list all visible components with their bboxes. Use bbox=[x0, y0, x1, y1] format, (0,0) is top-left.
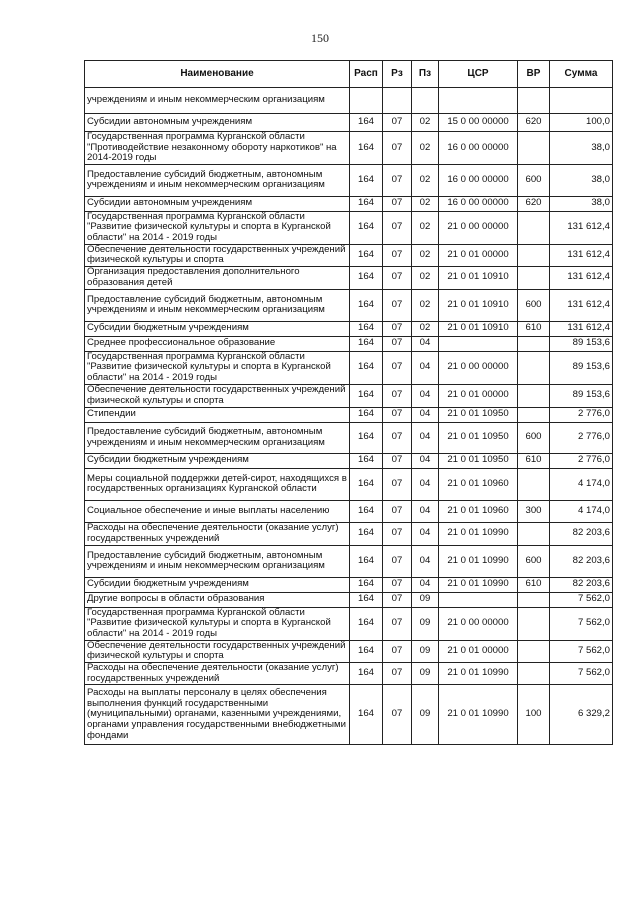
cell-rz bbox=[383, 88, 412, 114]
cell-sum: 38,0 bbox=[550, 164, 613, 196]
cell-name: Обеспечение деятельности государственных учреждений физической культуры и спорта bbox=[85, 640, 350, 662]
cell-vr: 610 bbox=[518, 577, 550, 592]
cell-rz: 07 bbox=[383, 577, 412, 592]
cell-vr bbox=[518, 607, 550, 640]
cell-vr bbox=[518, 244, 550, 266]
header-rasp: Расп bbox=[350, 61, 383, 88]
cell-sum: 131 612,4 bbox=[550, 266, 613, 289]
cell-pz bbox=[412, 88, 439, 114]
table-row bbox=[85, 577, 613, 592]
table-row bbox=[85, 468, 613, 500]
cell-pz: 02 bbox=[412, 244, 439, 266]
cell-rz: 07 bbox=[383, 114, 412, 132]
cell-csr: 21 0 01 10990 bbox=[439, 577, 518, 592]
table-row bbox=[85, 196, 613, 211]
header-pz: Пз bbox=[412, 61, 439, 88]
cell-pz: 04 bbox=[412, 407, 439, 422]
cell-name: Субсидии автономным учреждениям bbox=[85, 114, 350, 132]
cell-vr bbox=[518, 522, 550, 545]
cell-rz: 07 bbox=[383, 384, 412, 407]
cell-rasp: 164 bbox=[350, 662, 383, 684]
cell-sum: 6 329,2 bbox=[550, 685, 613, 745]
table-row bbox=[85, 289, 613, 321]
cell-name: Субсидии автономным учреждениям bbox=[85, 196, 350, 211]
cell-rz: 07 bbox=[383, 289, 412, 321]
cell-pz: 04 bbox=[412, 522, 439, 545]
cell-name: Обеспечение деятельности государственных учреждений физической культуры и спорта bbox=[85, 244, 350, 266]
cell-rasp: 164 bbox=[350, 607, 383, 640]
cell-sum: 2 776,0 bbox=[550, 407, 613, 422]
cell-pz: 09 bbox=[412, 662, 439, 684]
header-sum: Сумма bbox=[550, 61, 613, 88]
cell-rasp: 164 bbox=[350, 351, 383, 384]
cell-rz: 07 bbox=[383, 407, 412, 422]
cell-rz: 07 bbox=[383, 351, 412, 384]
cell-vr bbox=[518, 88, 550, 114]
table-row bbox=[85, 384, 613, 407]
cell-pz: 02 bbox=[412, 114, 439, 132]
cell-vr bbox=[518, 384, 550, 407]
cell-csr: 21 0 00 00000 bbox=[439, 211, 518, 244]
cell-pz: 04 bbox=[412, 468, 439, 500]
table-body bbox=[85, 88, 613, 745]
cell-sum: 89 153,6 bbox=[550, 384, 613, 407]
cell-sum: 82 203,6 bbox=[550, 577, 613, 592]
cell-vr: 600 bbox=[518, 164, 550, 196]
table-row bbox=[85, 321, 613, 336]
cell-rasp: 164 bbox=[350, 132, 383, 165]
cell-name: Субсидии бюджетным учреждениям bbox=[85, 577, 350, 592]
cell-rz: 07 bbox=[383, 607, 412, 640]
cell-pz: 04 bbox=[412, 336, 439, 351]
cell-pz: 09 bbox=[412, 640, 439, 662]
cell-csr: 21 0 01 00000 bbox=[439, 244, 518, 266]
cell-vr bbox=[518, 132, 550, 165]
cell-name: Субсидии бюджетным учреждениям bbox=[85, 321, 350, 336]
cell-vr bbox=[518, 351, 550, 384]
cell-pz: 09 bbox=[412, 685, 439, 745]
cell-vr: 300 bbox=[518, 500, 550, 522]
cell-sum: 89 153,6 bbox=[550, 336, 613, 351]
cell-rz: 07 bbox=[383, 468, 412, 500]
cell-csr: 21 0 01 10910 bbox=[439, 321, 518, 336]
cell-pz: 02 bbox=[412, 164, 439, 196]
cell-name: Государственная программа Курганской области "Развитие физической культуры и спорта в Курганской области" на 2014 - 2019 годы bbox=[85, 351, 350, 384]
cell-pz: 02 bbox=[412, 211, 439, 244]
cell-rz: 07 bbox=[383, 522, 412, 545]
cell-rz: 07 bbox=[383, 662, 412, 684]
cell-sum: 38,0 bbox=[550, 196, 613, 211]
table-row bbox=[85, 607, 613, 640]
cell-csr: 21 0 01 10950 bbox=[439, 453, 518, 468]
cell-pz: 02 bbox=[412, 132, 439, 165]
cell-pz: 02 bbox=[412, 289, 439, 321]
cell-rasp bbox=[350, 88, 383, 114]
cell-name: Организация предоставления дополнительного образования детей bbox=[85, 266, 350, 289]
cell-vr bbox=[518, 640, 550, 662]
cell-sum: 38,0 bbox=[550, 132, 613, 165]
cell-name: Стипендии bbox=[85, 407, 350, 422]
header-vr: ВР bbox=[518, 61, 550, 88]
budget-table bbox=[84, 60, 613, 745]
cell-rz: 07 bbox=[383, 336, 412, 351]
cell-rasp: 164 bbox=[350, 453, 383, 468]
cell-rz: 07 bbox=[383, 640, 412, 662]
cell-rz: 07 bbox=[383, 685, 412, 745]
table-row bbox=[85, 640, 613, 662]
cell-sum: 4 174,0 bbox=[550, 500, 613, 522]
cell-vr bbox=[518, 468, 550, 500]
cell-csr: 15 0 00 00000 bbox=[439, 114, 518, 132]
cell-rasp: 164 bbox=[350, 577, 383, 592]
cell-csr: 21 0 01 10990 bbox=[439, 545, 518, 577]
cell-sum: 131 612,4 bbox=[550, 321, 613, 336]
cell-csr: 21 0 01 10990 bbox=[439, 685, 518, 745]
cell-sum: 82 203,6 bbox=[550, 545, 613, 577]
cell-pz: 04 bbox=[412, 577, 439, 592]
cell-sum: 7 562,0 bbox=[550, 640, 613, 662]
cell-name: Государственная программа Курганской области "Противодействие незаконному обороту наркотиков" на 2014-2019 годы bbox=[85, 132, 350, 165]
cell-pz: 04 bbox=[412, 500, 439, 522]
cell-rasp: 164 bbox=[350, 640, 383, 662]
cell-vr bbox=[518, 407, 550, 422]
cell-csr: 21 0 01 10950 bbox=[439, 422, 518, 453]
cell-sum: 4 174,0 bbox=[550, 468, 613, 500]
cell-csr: 21 0 01 10910 bbox=[439, 266, 518, 289]
table-row bbox=[85, 453, 613, 468]
cell-name: учреждениям и иным некоммерческим организациям bbox=[85, 88, 350, 114]
cell-csr: 21 0 00 00000 bbox=[439, 607, 518, 640]
cell-csr bbox=[439, 592, 518, 607]
cell-rasp: 164 bbox=[350, 336, 383, 351]
cell-rz: 07 bbox=[383, 500, 412, 522]
cell-rasp: 164 bbox=[350, 422, 383, 453]
header-rz: Рз bbox=[383, 61, 412, 88]
cell-csr: 21 0 01 10990 bbox=[439, 662, 518, 684]
cell-rz: 07 bbox=[383, 321, 412, 336]
cell-sum: 7 562,0 bbox=[550, 607, 613, 640]
cell-vr: 610 bbox=[518, 453, 550, 468]
cell-rasp: 164 bbox=[350, 522, 383, 545]
cell-rasp: 164 bbox=[350, 468, 383, 500]
cell-pz: 02 bbox=[412, 196, 439, 211]
cell-pz: 04 bbox=[412, 545, 439, 577]
cell-name: Социальное обеспечение и иные выплаты населению bbox=[85, 500, 350, 522]
cell-csr: 16 0 00 00000 bbox=[439, 132, 518, 165]
cell-vr bbox=[518, 662, 550, 684]
cell-rasp: 164 bbox=[350, 266, 383, 289]
cell-name: Меры социальной поддержки детей-сирот, находящихся в государственных организациях Курганской области bbox=[85, 468, 350, 500]
cell-name: Предоставление субсидий бюджетным, автономным учреждениям и иным некоммерческим организациям bbox=[85, 422, 350, 453]
cell-vr: 600 bbox=[518, 545, 550, 577]
cell-rasp: 164 bbox=[350, 384, 383, 407]
cell-vr bbox=[518, 211, 550, 244]
cell-csr: 21 0 01 10990 bbox=[439, 522, 518, 545]
cell-vr bbox=[518, 336, 550, 351]
cell-vr: 600 bbox=[518, 289, 550, 321]
cell-sum: 2 776,0 bbox=[550, 422, 613, 453]
table-row bbox=[85, 88, 613, 114]
cell-rasp: 164 bbox=[350, 500, 383, 522]
cell-vr bbox=[518, 592, 550, 607]
cell-rz: 07 bbox=[383, 132, 412, 165]
cell-pz: 09 bbox=[412, 607, 439, 640]
cell-rz: 07 bbox=[383, 196, 412, 211]
cell-pz: 04 bbox=[412, 453, 439, 468]
cell-csr: 21 0 01 10950 bbox=[439, 407, 518, 422]
cell-sum: 100,0 bbox=[550, 114, 613, 132]
cell-rz: 07 bbox=[383, 422, 412, 453]
cell-name: Другие вопросы в области образования bbox=[85, 592, 350, 607]
table-row bbox=[85, 244, 613, 266]
table-row bbox=[85, 164, 613, 196]
cell-sum: 7 562,0 bbox=[550, 662, 613, 684]
cell-csr: 21 0 00 00000 bbox=[439, 351, 518, 384]
cell-rasp: 164 bbox=[350, 592, 383, 607]
cell-csr: 21 0 01 00000 bbox=[439, 384, 518, 407]
table-row bbox=[85, 266, 613, 289]
cell-name: Среднее профессиональное образование bbox=[85, 336, 350, 351]
table-row bbox=[85, 407, 613, 422]
cell-pz: 02 bbox=[412, 266, 439, 289]
cell-rasp: 164 bbox=[350, 244, 383, 266]
cell-name: Предоставление субсидий бюджетным, автономным учреждениям и иным некоммерческим организациям bbox=[85, 164, 350, 196]
cell-name: Обеспечение деятельности государственных учреждений физической культуры и спорта bbox=[85, 384, 350, 407]
header-csr: ЦСР bbox=[439, 61, 518, 88]
table-row bbox=[85, 422, 613, 453]
cell-sum: 2 776,0 bbox=[550, 453, 613, 468]
cell-sum bbox=[550, 88, 613, 114]
cell-name: Предоставление субсидий бюджетным, автономным учреждениям и иным некоммерческим организациям bbox=[85, 545, 350, 577]
cell-csr: 16 0 00 00000 bbox=[439, 164, 518, 196]
cell-name: Расходы на обеспечение деятельности (оказание услуг) государственных учреждений bbox=[85, 522, 350, 545]
cell-rasp: 164 bbox=[350, 685, 383, 745]
cell-rasp: 164 bbox=[350, 164, 383, 196]
cell-sum: 82 203,6 bbox=[550, 522, 613, 545]
cell-rasp: 164 bbox=[350, 545, 383, 577]
table-row bbox=[85, 545, 613, 577]
cell-rasp: 164 bbox=[350, 289, 383, 321]
header-name: Наименование bbox=[85, 61, 350, 88]
cell-rasp: 164 bbox=[350, 321, 383, 336]
cell-pz: 04 bbox=[412, 422, 439, 453]
cell-name: Расходы на выплаты персоналу в целях обеспечения выполнения функций государственными (муниципальными) органами, казенными учреждениями, органами управления государственными внебюджетными фондами bbox=[85, 685, 350, 745]
table-row bbox=[85, 132, 613, 165]
cell-pz: 02 bbox=[412, 321, 439, 336]
cell-rasp: 164 bbox=[350, 211, 383, 244]
cell-rz: 07 bbox=[383, 545, 412, 577]
table-row bbox=[85, 662, 613, 684]
cell-csr bbox=[439, 88, 518, 114]
cell-vr: 100 bbox=[518, 685, 550, 745]
cell-sum: 131 612,4 bbox=[550, 211, 613, 244]
table-row bbox=[85, 336, 613, 351]
cell-rz: 07 bbox=[383, 592, 412, 607]
cell-name: Субсидии бюджетным учреждениям bbox=[85, 453, 350, 468]
cell-name: Государственная программа Курганской области "Развитие физической культуры и спорта в Курганской области" на 2014 - 2019 годы bbox=[85, 211, 350, 244]
cell-name: Предоставление субсидий бюджетным, автономным учреждениям и иным некоммерческим организациям bbox=[85, 289, 350, 321]
cell-rasp: 164 bbox=[350, 114, 383, 132]
table-row bbox=[85, 522, 613, 545]
table-row bbox=[85, 592, 613, 607]
cell-rz: 07 bbox=[383, 453, 412, 468]
table-row bbox=[85, 351, 613, 384]
cell-name: Государственная программа Курганской области "Развитие физической культуры и спорта в Курганской области" на 2014 - 2019 годы bbox=[85, 607, 350, 640]
cell-csr: 16 0 00 00000 bbox=[439, 196, 518, 211]
cell-vr: 610 bbox=[518, 321, 550, 336]
page-number: 150 bbox=[311, 31, 329, 45]
cell-csr: 21 0 01 00000 bbox=[439, 640, 518, 662]
cell-rasp: 164 bbox=[350, 196, 383, 211]
cell-rasp: 164 bbox=[350, 407, 383, 422]
cell-vr: 600 bbox=[518, 422, 550, 453]
table-row bbox=[85, 114, 613, 132]
table-header-row bbox=[85, 61, 613, 88]
cell-csr bbox=[439, 336, 518, 351]
cell-sum: 89 153,6 bbox=[550, 351, 613, 384]
cell-sum: 131 612,4 bbox=[550, 289, 613, 321]
cell-sum: 131 612,4 bbox=[550, 244, 613, 266]
cell-pz: 09 bbox=[412, 592, 439, 607]
table-row bbox=[85, 500, 613, 522]
cell-pz: 04 bbox=[412, 384, 439, 407]
table-row bbox=[85, 211, 613, 244]
cell-rz: 07 bbox=[383, 164, 412, 196]
table-row bbox=[85, 685, 613, 745]
cell-csr: 21 0 01 10910 bbox=[439, 289, 518, 321]
cell-vr: 620 bbox=[518, 196, 550, 211]
cell-vr: 620 bbox=[518, 114, 550, 132]
cell-rz: 07 bbox=[383, 244, 412, 266]
cell-vr bbox=[518, 266, 550, 289]
cell-pz: 04 bbox=[412, 351, 439, 384]
cell-csr: 21 0 01 10960 bbox=[439, 468, 518, 500]
cell-rz: 07 bbox=[383, 211, 412, 244]
cell-name: Расходы на обеспечение деятельности (оказание услуг) государственных учреждений bbox=[85, 662, 350, 684]
cell-sum: 7 562,0 bbox=[550, 592, 613, 607]
cell-rz: 07 bbox=[383, 266, 412, 289]
cell-csr: 21 0 01 10960 bbox=[439, 500, 518, 522]
